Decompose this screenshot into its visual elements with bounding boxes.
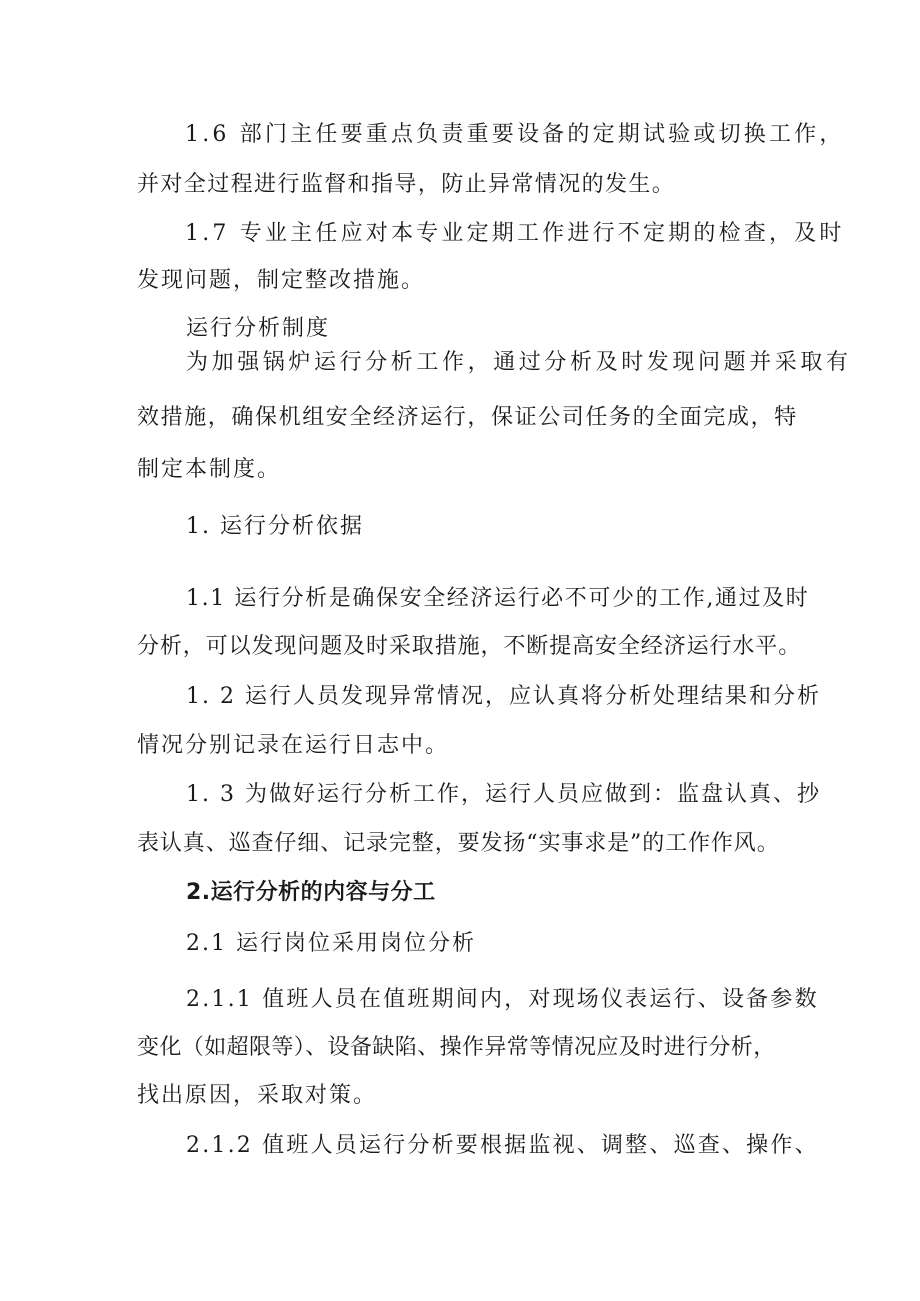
paragraph-1-6-line-2: 并对全过程进行监督和指导，防止异常情况的发生。 [137, 172, 676, 197]
heading-2: 2.运行分析的内容与分工 [186, 880, 436, 905]
paragraph-2-1-2-line-1: 2.1.2 值班人员运行分析要根据监视、调整、巡查、操作、 [186, 1133, 819, 1158]
paragraph-2-1-1-line-1: 2.1.1 值班人员在值班期间内，对现场仪表运行、设备参数 [186, 987, 819, 1012]
intro-line-2: 效措施，确保机组安全经济运行，保证公司任务的全面完成，特 [137, 405, 798, 430]
paragraph-1-2-line-1: 1. 2 运行人员发现异常情况，应认真将分析处理结果和分析 [186, 684, 821, 709]
paragraph-1-2-line-2: 情况分别记录在运行日志中。 [137, 733, 450, 758]
paragraph-1-7-line-2: 发现问题，制定整改措施。 [137, 268, 426, 293]
paragraph-1-1-line-2: 分析，可以发现问题及时采取措施，不断提高安全经济运行水平。 [137, 634, 802, 659]
heading-1: 1. 运行分析依据 [186, 514, 364, 539]
paragraph-2-1-1-line-3: 找出原因，采取对策。 [137, 1083, 378, 1108]
paragraph-1-7-line-1: 1.7 专业主任应对本专业定期工作进行不定期的检查，及时 [185, 221, 845, 246]
intro-line-3: 制定本制度。 [137, 457, 282, 482]
section-title: 运行分析制度 [186, 316, 331, 341]
paragraph-1-1-line-1: 1.1 运行分析是确保安全经济运行必不可少的工作,通过及时 [186, 586, 810, 611]
heading-2-1: 2.1 运行岗位采用岗位分析 [186, 931, 476, 956]
intro-line-1: 为加强锅炉运行分析工作，通过分析及时发现问题并采取有 [186, 350, 852, 375]
paragraph-1-6-line-1: 1.6 部门主任要重点负责重要设备的定期试验或切换工作， [185, 122, 845, 147]
paragraph-1-3-line-2: 表认真、巡查仔细、记录完整，要发扬“实事求是”的工作作风。 [137, 831, 780, 856]
paragraph-1-3-line-1: 1. 3 为做好运行分析工作，运行人员应做到：监盘认真、抄 [186, 782, 821, 807]
paragraph-2-1-1-line-2: 变化（如超限等）、设备缺陷、操作异常等情况应及时进行分析， [137, 1035, 776, 1060]
